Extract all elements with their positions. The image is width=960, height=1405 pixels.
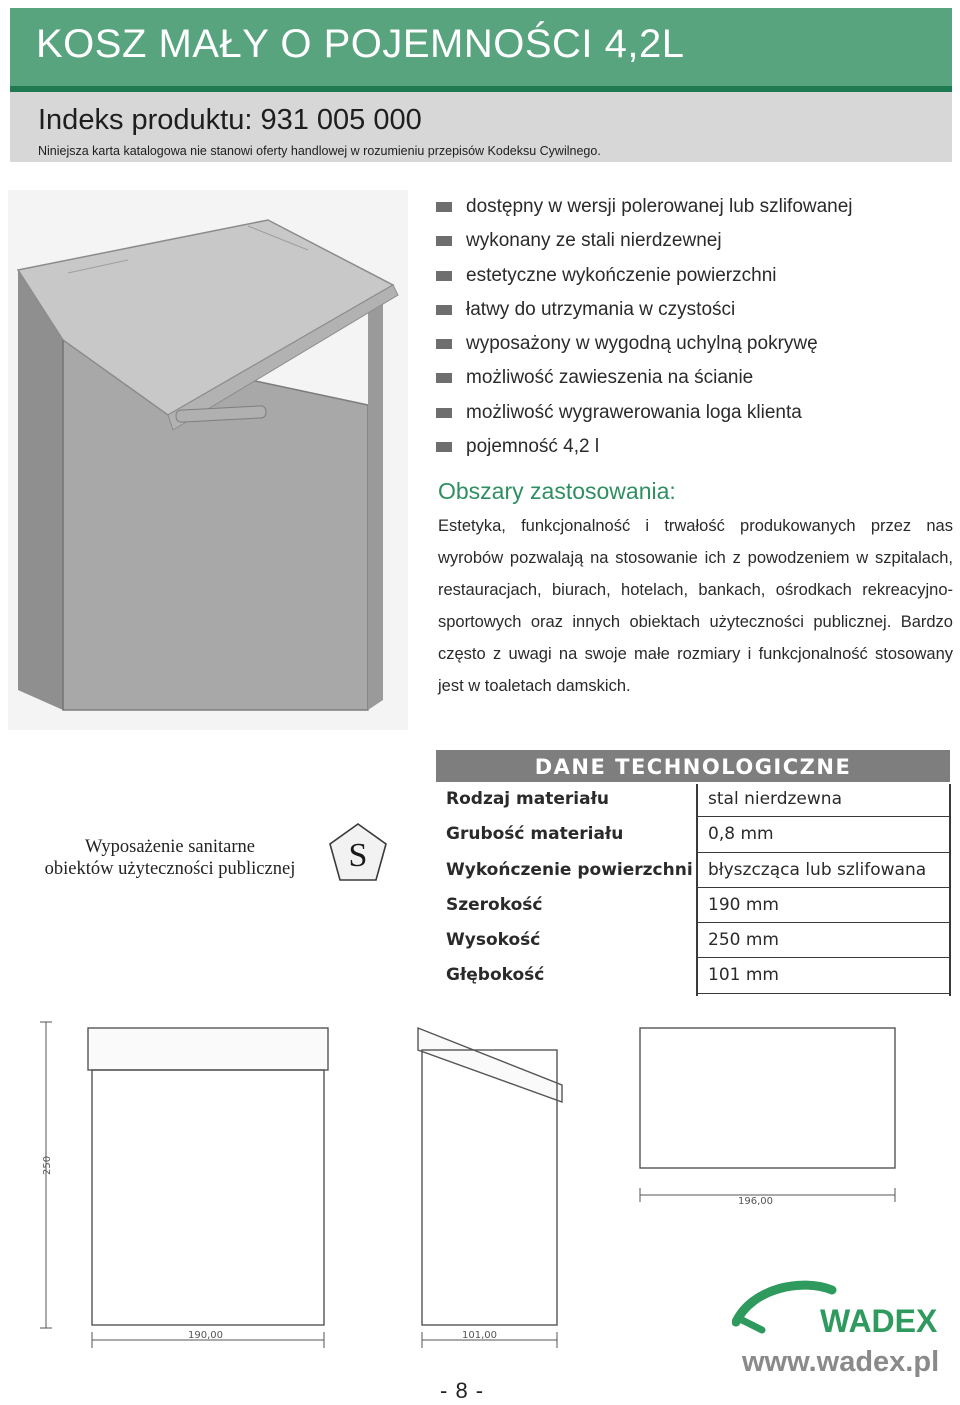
tech-value: 0,8 mm: [696, 817, 950, 852]
tech-value: stal nierdzewna: [696, 782, 950, 817]
table-row: [436, 853, 950, 888]
list-item: pojemność 4,2 l: [436, 430, 956, 464]
disclaimer: Niniejsza karta katalogowa nie stanowi oferty handlowej w rozumieniu przepisów Kodeksu Cywilnego.: [38, 144, 601, 158]
tech-label: Szerokość: [446, 894, 543, 915]
sanitary-caption: [20, 836, 320, 880]
height-dim: 250: [42, 1155, 53, 1175]
wadex-logo: [732, 1278, 954, 1346]
tech-value: 250 mm: [696, 923, 950, 958]
list-item: dostępny w wersji polerowanej lub szlifowanej: [436, 190, 956, 224]
tech-label: Rodzaj materiału: [446, 789, 609, 809]
table-row: [436, 817, 950, 852]
top-view: [640, 1028, 895, 1202]
sanitary-line-1: Wyposażenie sanitarne: [85, 837, 255, 857]
list-item: możliwość zawieszenia na ścianie: [436, 361, 956, 395]
pentagon-s-icon: [328, 822, 388, 884]
tech-value: 190 mm: [696, 888, 950, 923]
tech-label: Głębokość: [446, 965, 545, 986]
bullet-icon: [436, 271, 452, 281]
table-divider: [696, 784, 698, 996]
areas-heading: Obszary zastosowania:: [438, 478, 676, 504]
tech-value: 101 mm: [696, 958, 950, 993]
title-bar: [10, 8, 952, 86]
bullet-icon: [436, 442, 452, 452]
depth-dim: 101,00: [462, 1330, 497, 1341]
tech-label: Wysokość: [446, 930, 541, 951]
table-row: [436, 782, 950, 817]
bullet-icon: [436, 339, 452, 349]
tech-table: [436, 750, 950, 996]
bullet-icon: [436, 236, 452, 246]
tech-label: Wykończenie powierzchni: [446, 859, 693, 880]
product-index: Indeks produktu: 931 005 000: [38, 104, 422, 136]
bullet-icon: [436, 408, 452, 418]
table-row: [436, 888, 950, 923]
table-border: [949, 784, 951, 996]
side-view: [418, 1028, 562, 1348]
table-row: [436, 923, 950, 958]
areas-description: Estetyka, funkcjonalność i trwałość produkowanych przez nas wyrobów pozwalają na stosowanie ich z powodzeniem w szpitalach, restauracjach, biurach, hotelach, bankach, ośrodkach rekreacyjno-sportowych oraz innych obiektach użyteczności publicznej. Bardzo często z uwagi na swoje małe rozmiary i funkcjonalność stosowany jest w toaletach damskich.: [438, 517, 953, 695]
bullet-icon: [436, 305, 452, 315]
list-item: łatwy do utrzymania w czystości: [436, 293, 956, 327]
table-row: [436, 958, 950, 993]
page-number: - 8 -: [440, 1378, 485, 1403]
logo-text: WADEX: [820, 1303, 938, 1339]
product-image: [8, 190, 408, 730]
tech-table-title: DANE TECHNOLOGICZNE: [436, 750, 950, 782]
list-item: wykonany ze stali nierdzewnej: [436, 224, 956, 258]
list-item: możliwość wygrawerowania loga klienta: [436, 396, 956, 430]
list-item: estetyczne wykończenie powierzchni: [436, 259, 956, 293]
badge-letter: S: [348, 837, 368, 874]
bullet-icon: [436, 373, 452, 383]
tech-label: Grubość materiału: [446, 824, 624, 845]
website-url: www.wadex.pl: [742, 1346, 940, 1378]
top-width-dim: 196,00: [738, 1196, 773, 1207]
index-box: [10, 92, 952, 162]
width-dim: 190,00: [188, 1330, 223, 1341]
page-title: KOSZ MAŁY O POJEMNOŚCI 4,2L: [36, 22, 685, 66]
sanitary-line-2: obiektów użyteczności publicznej: [44, 859, 296, 879]
front-view: [40, 1022, 328, 1348]
feature-list: [436, 190, 956, 464]
list-item: wyposażony w wygodną uchylną pokrywę: [436, 327, 956, 361]
bullet-icon: [436, 202, 452, 212]
tech-value: błyszcząca lub szlifowana: [696, 853, 950, 888]
